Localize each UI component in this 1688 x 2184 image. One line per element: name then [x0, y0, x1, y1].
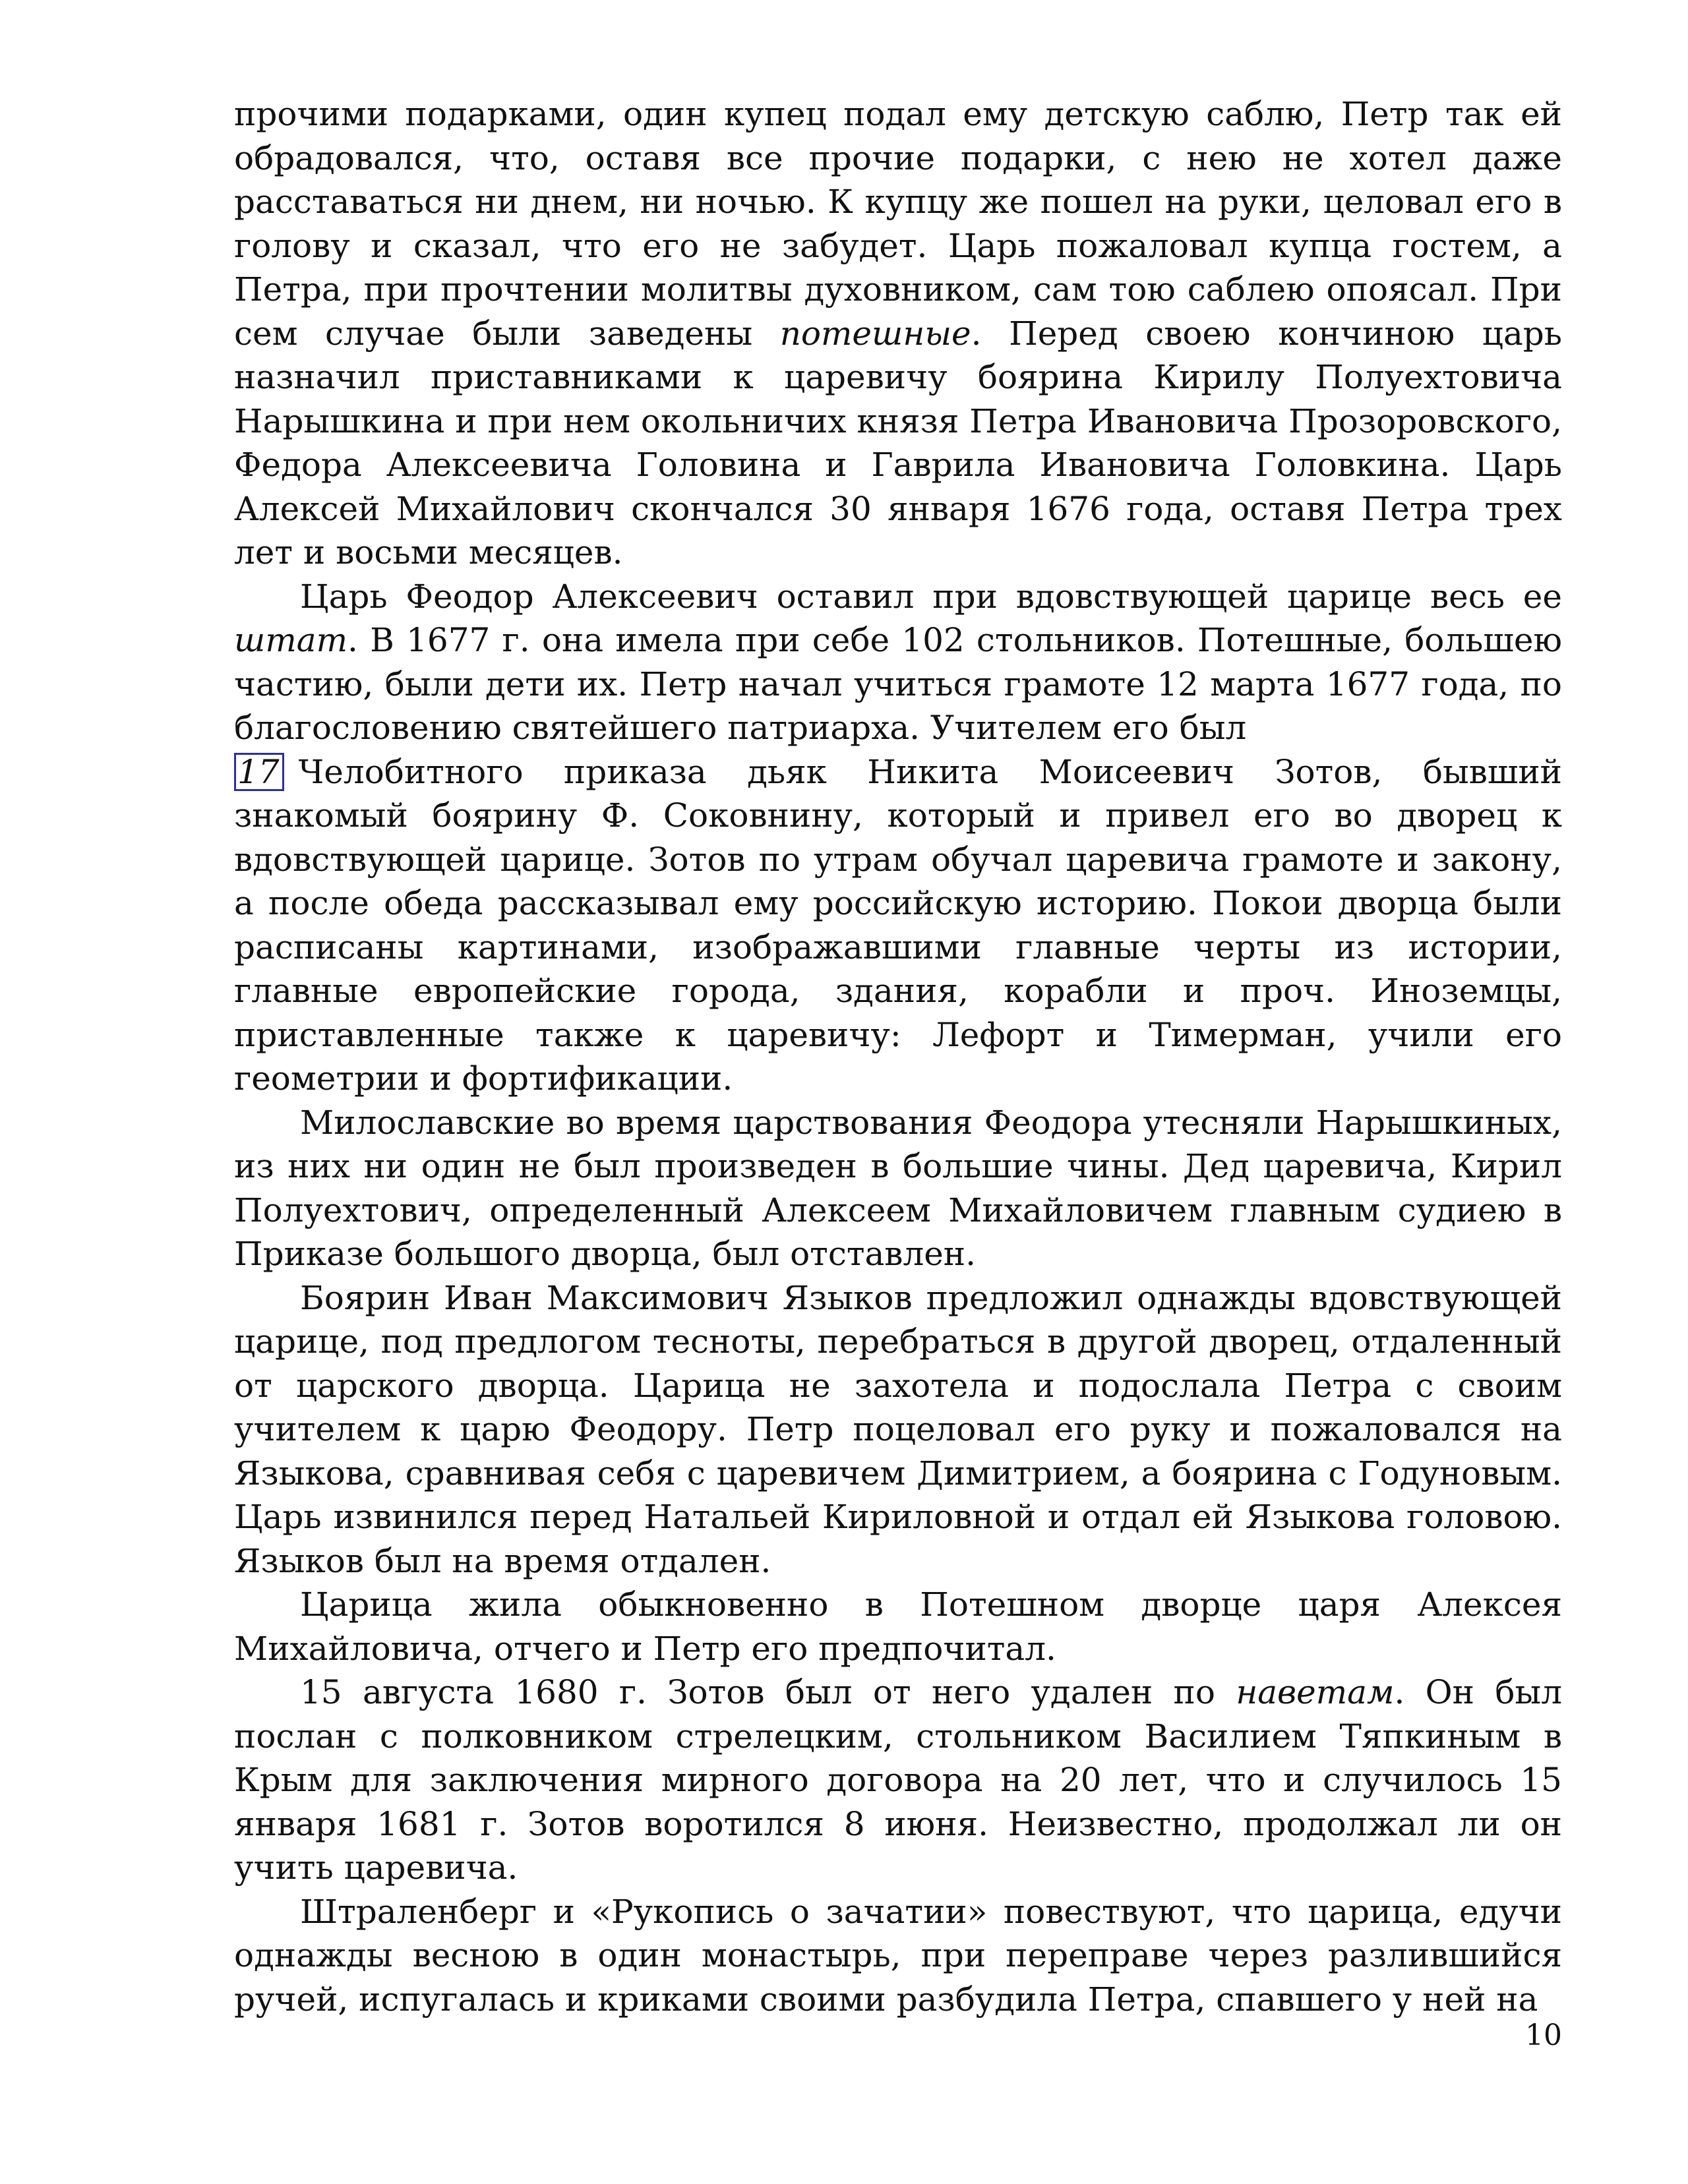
paragraph-p4 [234, 1276, 1562, 1583]
text-segment: . В 1677 г. она имела при себе 102 стольников. Потешные, большею частию, были дети их. Петр начал учиться грамоте 12 марта 1677 года, по благословению святейшего патриарха. Учителем его был [234, 621, 1562, 747]
paragraph-p2a [234, 575, 1562, 750]
page-marker-link[interactable]: 17 [234, 753, 284, 791]
paragraph-p1 [234, 92, 1562, 575]
paragraph-p7 [234, 1890, 1562, 2022]
text-segment: Милославские во время царствования Феодора утесняли Нарышкиных, из них ни один не был произведен в большие чины. Дед царевича, Кирил Полуехтович, определенный Алексеем Михайловичем главным судиею в Приказе большого дворца, был отставлен. [234, 1103, 1562, 1273]
text-segment: Штраленберг и «Рукопись о зачатии» повествуют, что царица, едучи однажды весною в один монастырь, при переправе через разлившийся ручей, испугалась и криками своими разбудила Петра, спавшего у ней на [234, 1892, 1562, 2019]
text-segment: прочими подарками, один купец подал ему детскую саблю, Петр так ей обрадовался, что, оставя все прочие подарки, с нею не хотел даже расставаться ни днем, ни ночью. К купцу же пошел на руки, целовал его в голову и сказал, что его не забудет. Царь пожаловал купца гостем, а Петра, при прочтении молитвы духовником, сам тою саблею опоясал. При сем случае были заведены [234, 95, 1562, 353]
page-number: 10 [1525, 2019, 1562, 2052]
paragraph-p3 [234, 1101, 1562, 1276]
text-segment: . Перед своею кончиною царь назначил приставниками к царевичу боярина Кирилу Полуехтовича Нарышкина и при нем окольничих князя Петра Ивановича Прозоровского, Федора Алексеевича Головина и Гаврила Ивановича Головкина. Царь Алексей Михайлович скончался 30 января 1676 года, оставя Петра трех лет и восьми месяцев. [234, 314, 1562, 572]
text-segment: Царь Феодор Алексеевич оставил при вдовствующей царице весь ее [300, 577, 1562, 616]
paragraph-p5 [234, 1583, 1562, 1670]
text-segment: Челобитного приказа дьяк Никита Моисеевич Зотов, бывший знакомый боярину Ф. Соковнину, который и привел его во дворец к вдовствующей царице. Зотов по утрам обучал царевича грамоте и закону, а после обеда рассказывал ему российскую историю. Покои дворца были расписаны картинами, изображавшими главные черты из истории, главные европейские города, здания, корабли и проч. Иноземцы, приставленные также к царевичу: Лефорт и Тимерман, учили его геометрии и фортификации. [234, 752, 1562, 1098]
document-page [234, 92, 1562, 2021]
text-segment: Царица жила обыкновенно в Потешном дворце царя Алексея Михайловича, отчего и Петр его предпочитал. [234, 1585, 1562, 1668]
paragraph-p6 [234, 1670, 1562, 1890]
text-segment: 15 августа 1680 г. Зотов был от него удален по [300, 1673, 1236, 1711]
text-segment: Боярин Иван Максимович Языков предложил однажды вдовствующей царице, под предлогом тесноты, перебраться в другой дворец, отдаленный от царского дворца. Царица не захотела и подослала Петра с своим учителем к царю Феодору. Петр поцеловал его руку и пожаловался на Языкова, сравнивая себя с царевичем Димитрием, а боярина с Годуновым. Царь извинился перед Натальей Кириловной и отдал ей Языкова головою. Языков был на время отдален. [234, 1278, 1562, 1580]
paragraph-p2b [234, 750, 1562, 1101]
italic-term: потешные [779, 314, 971, 353]
text-flow [234, 92, 1562, 2021]
text-segment: . Он был послан с полковником стрелецким, стольником Василием Тяпкиным в Крым для заключения мирного договора на 20 лет, что и случилось 15 января 1681 г. Зотов воротился 8 июня. Неизвестно, продолжал ли он учить царевича. [234, 1673, 1562, 1887]
italic-term: наветам [1236, 1673, 1395, 1711]
italic-term: штат [234, 621, 347, 659]
